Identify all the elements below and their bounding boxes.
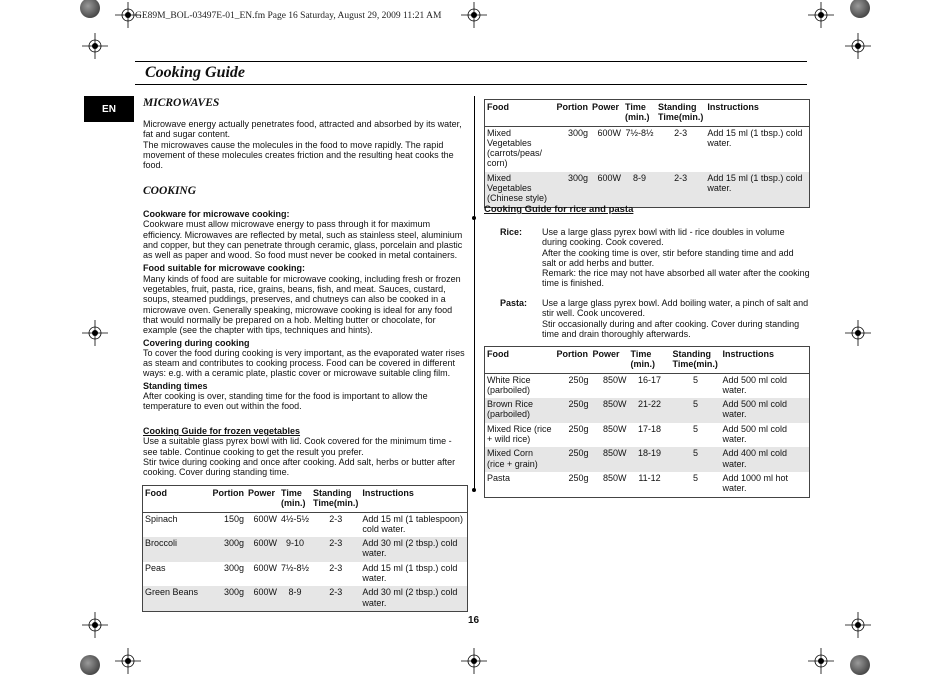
cell-portion: 300g	[567, 127, 588, 138]
microwaves-text	[143, 119, 463, 170]
table-row	[485, 447, 810, 472]
col-portion: Portion	[555, 100, 591, 127]
frozen-veg-text-2: Stir twice during cooking and once after cooking. Add salt, herbs or butter after cooking. Cover during standing time.	[143, 456, 456, 478]
cell-standing: 2-3	[311, 537, 360, 562]
print-header: GE89M_BOL-03497E-01_EN.fm Page 16 Saturday, August 29, 2009 11:21 AM	[135, 11, 442, 21]
cell-power: 600W	[590, 172, 623, 207]
cell-instructions: Add 15 ml (1 tbsp.) cold water.	[705, 172, 809, 207]
cell-food: Green Beans	[143, 586, 211, 611]
crop-mark-icon	[845, 33, 871, 59]
cell-food: Broccoli	[143, 537, 211, 562]
crop-mark-icon	[808, 648, 834, 674]
food-suitable-title: Food suitable for microwave cooking:	[143, 263, 306, 274]
registration-dot	[850, 655, 870, 675]
frozen-veg-table-continued	[484, 99, 810, 208]
cell-power: 850W	[591, 398, 629, 423]
bullet-dot	[472, 216, 476, 220]
cell-instructions: Add 1000 ml hot water.	[722, 472, 789, 494]
bullet-dot	[472, 488, 476, 492]
cell-standing: 2-3	[329, 562, 343, 573]
microwaves-paragraph-2: The microwaves cause the molecules in the food to move rapidly. The rapid movement of these molecules creates friction and the resulting heat cooks the food.	[143, 139, 454, 171]
table-row	[485, 373, 810, 398]
table-header-row	[143, 486, 468, 513]
rice-text-1: Use a large glass pyrex bowl with lid - rice doubles in volume during cooking. Cook covered.	[542, 227, 785, 248]
cell-food: Pasta	[487, 472, 511, 483]
cell-portion: 300g	[211, 586, 247, 611]
col-portion: Portion	[211, 486, 247, 513]
col-time: Time (min.)	[279, 486, 311, 513]
cell-food: Peas	[145, 562, 166, 573]
cell-time: 16-17	[637, 374, 662, 385]
cell-standing: 2-3	[656, 172, 705, 207]
pasta-label-text: Pasta	[500, 298, 525, 308]
cell-instructions: Add 15 ml (1 tbsp.) cold water.	[707, 127, 803, 148]
col-power: Power	[246, 486, 279, 513]
food-suitable-text: Many kinds of food are suitable for microwave cooking, including fresh or frozen vegetables, fruit, pasta, rice, grains, beans, fish, and meat. Sauces, custard, soups, steamed puddings, preserves, and chutneys can also be cooked in a microwave oven. Generally speaking, microwave cooking is ideal for any food that would normally be prepared on a hob. Melting butter or chocolate, for example (see the chapter with tips, techniques and hints).	[143, 273, 461, 336]
cell-power: 850W	[591, 447, 629, 472]
title-rule-top	[135, 61, 807, 62]
cell-time: 9-10	[279, 537, 311, 562]
table-header-row	[485, 100, 810, 127]
pasta-text-2: Stir occasionally during and after cooking. Cover during standing time and drain thoroughly afterwards.	[542, 318, 800, 339]
col-power: Power	[590, 100, 623, 127]
cell-power: 600W	[253, 513, 277, 524]
cell-power: 850W	[602, 472, 627, 483]
standing-title: Standing times	[143, 380, 208, 391]
frozen-veg-text-1: Use a suitable glass pyrex bowl with lid. Cook covered for the minimum time - see table. Continue cooking to get the result you prefer.	[143, 436, 452, 457]
crop-mark-icon	[115, 2, 141, 28]
cell-food: White Rice (parboiled)	[487, 374, 531, 395]
table-row	[485, 172, 810, 207]
crop-mark-icon	[461, 648, 487, 674]
cell-instructions: Add 500 ml cold water.	[722, 423, 788, 445]
crop-mark-icon	[808, 2, 834, 28]
title-rule-bottom	[135, 84, 807, 85]
column-divider	[474, 96, 475, 490]
table-row	[143, 537, 468, 562]
col-standing: Standing Time(min.)	[671, 347, 721, 374]
cell-food: Spinach	[145, 513, 178, 524]
crop-mark-icon	[82, 612, 108, 638]
cookware-text: Cookware must allow microwave energy to pass through it for maximum efficiency. Microwaves are reflected by metal, such as stainless steel, aluminium and copper, but they can penetrate through ceramic, glass, porcelain and plastic as well as paper and wood. So food must never be cooked in metal containers.	[143, 219, 463, 261]
registration-dot	[80, 0, 100, 18]
registration-dot	[80, 655, 100, 675]
language-tab: EN	[84, 96, 134, 122]
cell-portion: 250g	[568, 472, 589, 483]
col-portion: Portion	[555, 347, 591, 374]
col-standing: Standing Time(min.)	[311, 486, 360, 513]
page-title: Cooking Guide	[145, 64, 246, 81]
rice-instructions	[542, 227, 810, 289]
col-food: Food	[143, 486, 211, 513]
rice-pasta-title: Cooking Guide for rice and pasta	[484, 204, 634, 215]
cell-standing: 5	[671, 398, 721, 423]
cell-instructions: Add 15 ml (1 tbsp.) cold water.	[362, 562, 458, 584]
cell-food: Mixed Vegetables (Chinese style)	[485, 172, 555, 207]
pasta-label: Pasta:	[500, 298, 528, 308]
cookware-title: Cookware for microwave cooking:	[143, 209, 290, 219]
cooking-section	[143, 209, 465, 412]
frozen-veg-table	[142, 485, 468, 612]
table-row	[485, 126, 810, 172]
cell-power: 600W	[246, 586, 279, 611]
cell-portion: 250g	[555, 447, 591, 472]
cell-power: 600W	[253, 562, 277, 573]
crop-mark-icon	[82, 33, 108, 59]
cell-time: 8-9	[623, 172, 656, 207]
cell-power: 600W	[246, 537, 279, 562]
rice-text-2: After the cooking time is over, stir before standing time and add salt or add herbs and butter.	[542, 247, 794, 268]
covering-text: To cover the food during cooking is very important, as the evaporated water rises as steam and contributes to cooking process. Food can be covered in different ways: e.g. with a ceramic plate, plastic cover or microwave suitable cling film.	[143, 347, 465, 379]
cell-instructions: Add 30 ml (2 tbsp.) cold water.	[360, 537, 467, 562]
registration-dot	[850, 0, 870, 18]
table-row	[143, 512, 468, 537]
cooking-heading: COOKING	[143, 185, 197, 197]
cell-food: Brown Rice (parboiled)	[485, 398, 555, 423]
col-food: Food	[485, 347, 555, 374]
crop-mark-icon	[845, 612, 871, 638]
col-standing: Standing Time(min.)	[656, 100, 705, 127]
cell-food: Mixed Vegetables (carrots/peas/ corn)	[487, 127, 543, 169]
cell-standing: 2-3	[329, 513, 343, 524]
cell-instructions: Add 30 ml (2 tbsp.) cold water.	[360, 586, 467, 611]
cell-instructions: Add 500 ml cold water.	[722, 374, 788, 395]
cell-time: 4½-5½	[281, 513, 310, 524]
standing-text: After cooking is over, standing time for the food is important to allow the temperature to even out within the food.	[143, 391, 428, 412]
col-instructions: Instructions	[721, 347, 810, 374]
frozen-veg-section	[143, 426, 465, 477]
rice-label-text: Rice	[500, 227, 520, 237]
cell-time: 8-9	[279, 586, 311, 611]
crop-mark-icon	[82, 320, 108, 346]
cell-time: 21-22	[629, 398, 671, 423]
cell-portion: 300g	[211, 537, 247, 562]
cell-power: 600W	[597, 127, 621, 138]
cell-instructions: Add 15 ml (1 tablespoon) cold water.	[362, 513, 463, 534]
table-row	[485, 398, 810, 423]
cell-standing: 5	[671, 447, 721, 472]
crop-mark-icon	[845, 320, 871, 346]
microwaves-paragraph-1: Microwave energy actually penetrates food, attracted and absorbed by its water, fat and sugar content.	[143, 119, 462, 140]
table-row	[143, 562, 468, 587]
cell-portion: 250g	[568, 423, 589, 434]
col-instructions: Instructions	[705, 100, 809, 127]
table-row	[485, 472, 810, 497]
col-power: Power	[591, 347, 629, 374]
col-time: Time (min.)	[623, 100, 656, 127]
pasta-text-1: Use a large glass pyrex bowl. Add boiling water, a pinch of salt and stir well. Cook uncovered.	[542, 298, 809, 319]
microwaves-heading: MICROWAVES	[143, 97, 220, 109]
cell-instructions: Add 500 ml cold water.	[721, 398, 810, 423]
cell-portion: 250g	[555, 398, 591, 423]
cell-instructions: Add 400 ml cold water.	[721, 447, 810, 472]
cell-power: 850W	[602, 374, 627, 385]
cell-standing: 2-3	[674, 127, 688, 138]
rice-text-3: Remark: the rice may not have absorbed all water after the cooking time is finished.	[542, 268, 810, 289]
cell-standing: 5	[692, 423, 698, 434]
col-food: Food	[485, 100, 555, 127]
crop-mark-icon	[115, 648, 141, 674]
cell-standing: 5	[692, 374, 698, 385]
covering-title: Covering during cooking	[143, 337, 250, 348]
cell-portion: 300g	[223, 562, 244, 573]
cell-time: 17-18	[637, 423, 662, 434]
col-time: Time (min.)	[629, 347, 671, 374]
table-header-row	[485, 347, 810, 374]
rice-label: Rice:	[500, 227, 523, 237]
col-instructions: Instructions	[360, 486, 467, 513]
cell-time: 7½-8½	[625, 127, 654, 138]
page-number: 16	[468, 615, 480, 626]
cell-standing: 2-3	[311, 586, 360, 611]
rice-pasta-table	[484, 346, 810, 498]
cell-standing: 5	[692, 472, 698, 483]
frozen-veg-title: Cooking Guide for frozen vegetables	[143, 426, 301, 436]
cell-food: Mixed Rice (rice + wild rice)	[487, 423, 552, 445]
crop-mark-icon	[461, 2, 487, 28]
table-row	[143, 586, 468, 611]
cell-portion: 250g	[568, 374, 589, 385]
cell-time: 11-12	[638, 472, 661, 483]
table-row	[485, 423, 810, 448]
cell-power: 850W	[602, 423, 627, 434]
cell-portion: 300g	[555, 172, 591, 207]
cell-portion: 150g	[223, 513, 244, 524]
cell-food: Mixed Corn (rice + grain)	[485, 447, 555, 472]
cell-time: 7½-8½	[281, 562, 310, 573]
pasta-instructions	[542, 298, 810, 339]
cell-time: 18-19	[629, 447, 671, 472]
